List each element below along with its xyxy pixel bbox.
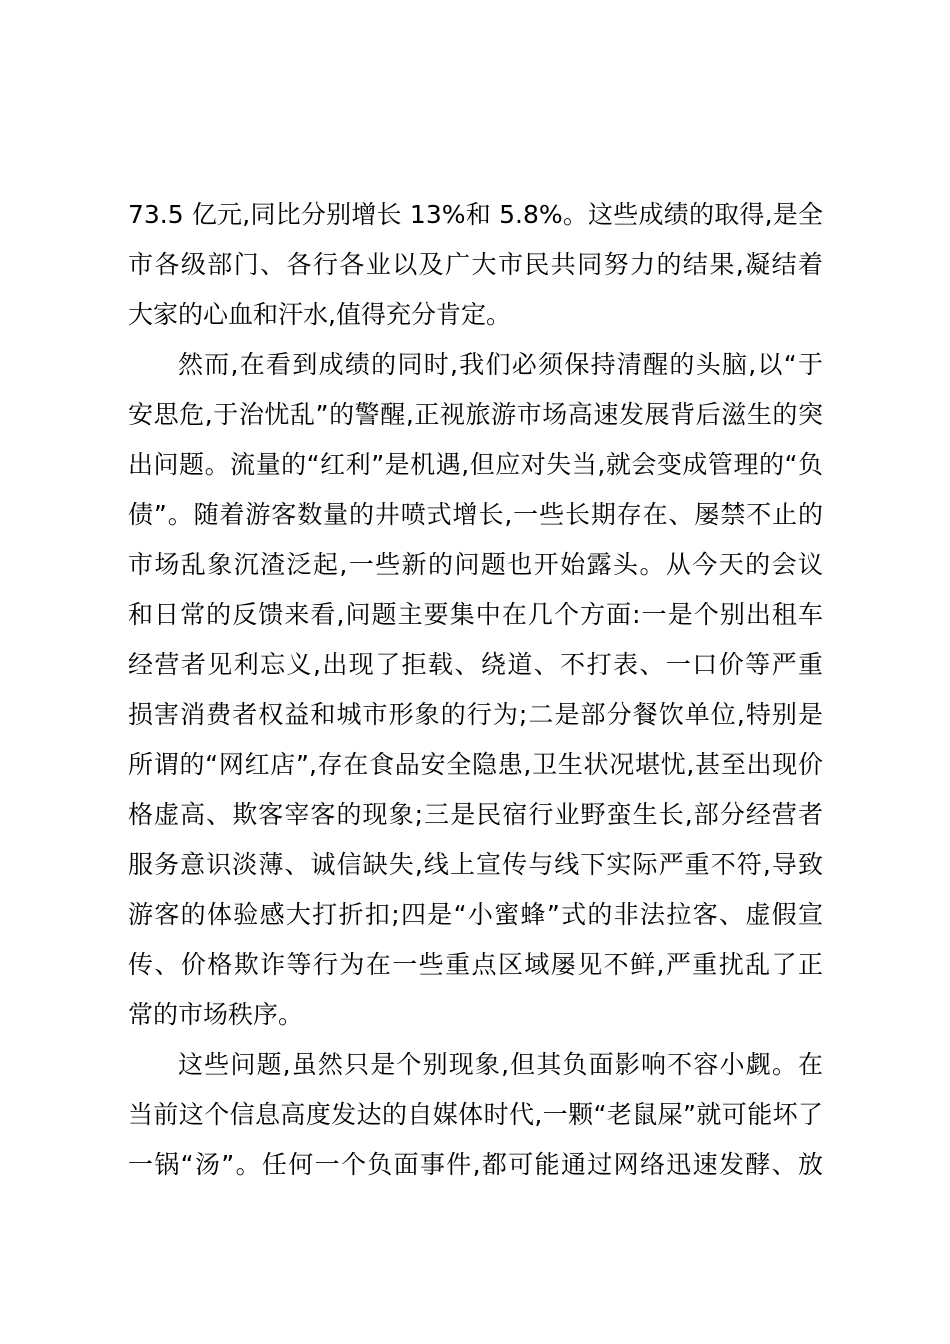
paragraph-2-line-2: 安思危,于治忧乱”的警醒,正视旅游市场高速发展背后滋生的突	[128, 400, 823, 429]
paragraph-2-line-14: 常的市场秩序。	[128, 1000, 304, 1029]
paragraph-2-line-8: 损害消费者权益和城市形象的行为;二是部分餐饮单位,特别是	[128, 700, 823, 729]
paragraph-2-line-6: 和日常的反馈来看,问题主要集中在几个方面:一是个别出租车	[128, 600, 823, 629]
paragraph-1-line-3: 大家的心血和汗水,值得充分肯定。	[128, 300, 511, 329]
paragraph-3-line-3: 一锅“汤”。任何一个负面事件,都可能通过网络迅速发酵、放	[128, 1150, 823, 1179]
paragraph-3-line-1: 这些问题,虽然只是个别现象,但其负面影响不容小觑。在	[178, 1050, 823, 1079]
paragraph-2-line-9: 所谓的“网红店”,存在食品安全隐患,卫生状况堪忧,甚至出现价	[128, 750, 823, 779]
paragraph-2-line-5: 市场乱象沉渣泛起,一些新的问题也开始露头。从今天的会议	[128, 550, 823, 579]
paragraph-1-line-1: 73.5 亿元,同比分别增长 13%和 5.8%。这些成绩的取得,是全	[128, 200, 823, 229]
paragraph-2-line-1: 然而,在看到成绩的同时,我们必须保持清醒的头脑,以“于	[178, 350, 823, 379]
paragraph-3-line-2: 当前这个信息高度发达的自媒体时代,一颗“老鼠屎”就可能坏了	[128, 1100, 823, 1129]
paragraph-2-line-4: 债”。随着游客数量的井喷式增长,一些长期存在、屡禁不止的	[128, 500, 823, 529]
paragraph-2-line-3: 出问题。流量的“红利”是机遇,但应对失当,就会变成管理的“负	[128, 450, 823, 479]
paragraph-2-line-10: 格虚高、欺客宰客的现象;三是民宿行业野蛮生长,部分经营者	[128, 800, 823, 829]
paragraph-1-line-2: 市各级部门、各行各业以及广大市民共同努力的结果,凝结着	[128, 250, 823, 279]
paragraph-2-line-11: 服务意识淡薄、诚信缺失,线上宣传与线下实际严重不符,导致	[128, 850, 823, 879]
paragraph-2-line-7: 经营者见利忘义,出现了拒载、绕道、不打表、一口价等严重	[128, 650, 823, 679]
paragraph-2-line-13: 传、价格欺诈等行为在一些重点区域屡见不鲜,严重扰乱了正	[128, 950, 823, 979]
paragraph-2-line-12: 游客的体验感大打折扣;四是“小蜜蜂”式的非法拉客、虚假宣	[128, 900, 823, 929]
